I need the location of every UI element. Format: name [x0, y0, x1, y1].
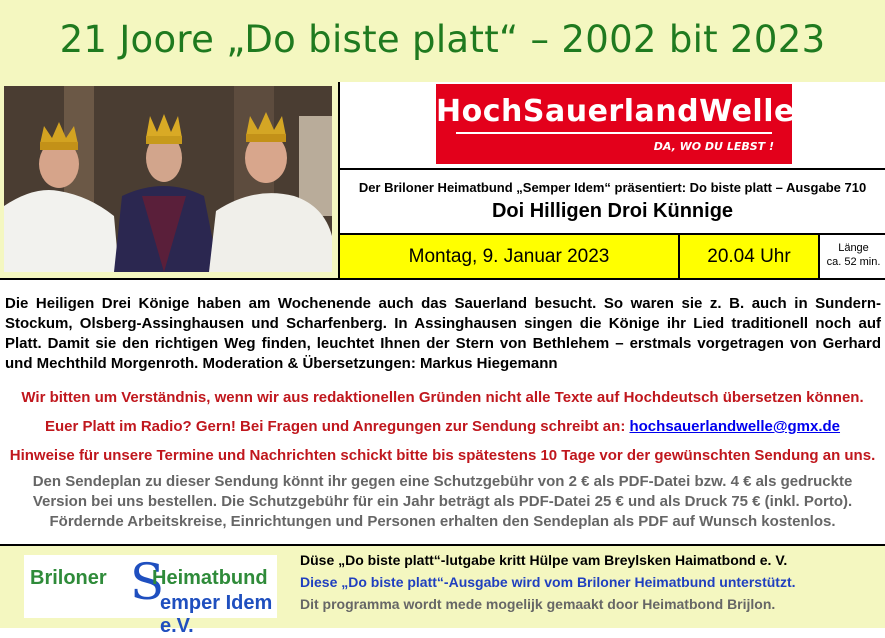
support-line-lowgerman: Düse „Do biste platt“-lutgabe kritt Hülpe vam Breylsken Haimatbond e. V. — [300, 552, 788, 568]
deadline-notice: Hinweise für unsere Termine und Nachrichten schickt bitte bis spätestens 10 Tage vor der gewünschten Sendung an uns. — [9, 447, 876, 464]
logo-word-heimatbund: Heimatbund — [152, 567, 268, 589]
episode-description: Die Heiligen Drei Könige haben am Wochenende auch das Sauerland besucht. So waren sie z. B. auch in Sundern-Stockum, Olsberg-Assinghausen und Scharfenberg. In Assinghausen singen die Könige ihr Lied traditionell noch auf Platt. Damit sie den richtigen Weg finden, leuchtet Ihnen der Stern von Bethlehem – erstmals vorgetragen von Gerhard und Mechthild Morgenroth. Moderation & Übersetzungen: Markus Hiegemann — [5, 295, 881, 372]
logo-word-semper-idem: emper Idem e.V. — [160, 592, 273, 637]
support-line-dutch: Dit programma wordt mede mogelijk gemaakt door Heimatbond Brijlon. — [300, 596, 776, 612]
contact-notice — [0, 418, 885, 435]
three-kings-photo — [4, 86, 332, 272]
episode-info-panel — [338, 82, 885, 278]
divider — [340, 168, 885, 170]
presents-line: Der Briloner Heimatbund „Semper Idem“ präsentiert: Do biste platt – Ausgabe 710 — [358, 180, 867, 195]
contact-text: Euer Platt im Radio? Gern! Bei Fragen und Anregungen zur Sendung schreibt an: — [44, 418, 626, 435]
page-title: 21 Joore „Do biste platt“ – 2002 bit 2023 — [59, 18, 826, 61]
broadcast-length — [818, 235, 885, 278]
logo-word-briloner: Briloner — [30, 567, 107, 589]
broadcast-row — [340, 233, 885, 278]
schedule-line: Fördernde Arbeitskreise, Einrichtungen und Personen erhalten den Sendeplan als PDF auf Wunsch kostenlos. — [49, 513, 836, 530]
contact-email-link[interactable]: hochsauerlandwelle@gmx.de — [629, 418, 841, 435]
support-line-german: Diese „Do biste platt“-Ausgabe wird vom Briloner Heimatbund unterstützt. — [300, 574, 796, 590]
schedule-line: Den Sendeplan zu dieser Sendung könnt ihr gegen eine Schutzgebühr von 2 € als PDF-Datei bzw. 4 € als gedruckte — [32, 473, 853, 490]
logo-slogan: DA, WO DU LEBST ! — [653, 140, 774, 153]
schedule-info — [0, 472, 885, 532]
logo-wordmark: HochSauerlandWelle — [436, 94, 795, 129]
translation-notice: Wir bitten um Verständnis, wenn wir aus redaktionellen Gründen nicht alle Texte auf Hochdeutsch übersetzen können. — [21, 389, 864, 406]
three-kings-photo-illustration — [4, 86, 332, 272]
logo-big-s: S — [130, 553, 165, 611]
length-label: Länge — [838, 242, 869, 254]
hochsauerlandwelle-logo — [436, 84, 795, 164]
schedule-line: Version bei uns bestellen. Die Schutzgebühr für ein Jahr beträgt als PDF-Datei 25 € und als Druck 75 € (inkl. Porto). — [32, 493, 853, 510]
episode-title: Doi Hilligen Droi Künnige — [491, 200, 734, 222]
footer — [0, 546, 885, 637]
broadcast-time: 20.04 Uhr — [678, 235, 818, 278]
heimatbund-logo — [24, 553, 277, 637]
logo-underline — [456, 132, 772, 134]
divider — [0, 278, 885, 280]
header-banner — [0, 0, 885, 82]
length-value: ca. 52 min. — [826, 256, 881, 268]
photo-panel — [0, 82, 338, 278]
broadcast-date: Montag, 9. Januar 2023 — [408, 246, 610, 267]
